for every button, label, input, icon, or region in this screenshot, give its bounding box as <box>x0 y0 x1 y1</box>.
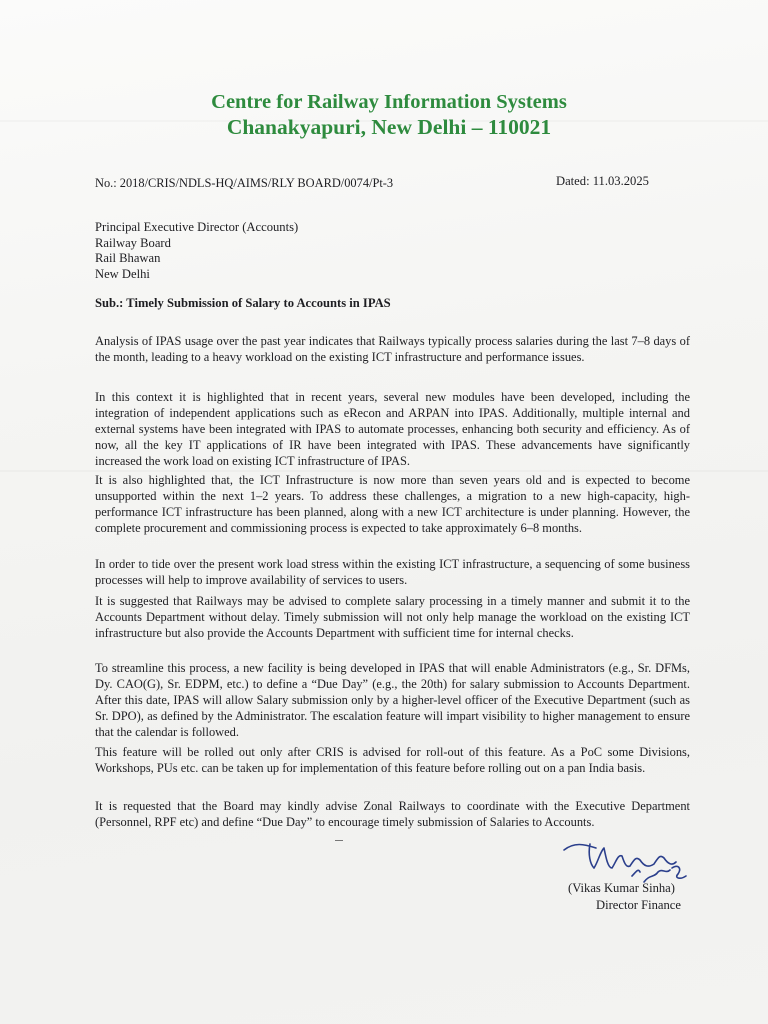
body-paragraph-6: To streamline this process, a new facility is being developed in IPAS that will enable Administrators (e.g., Sr. DFMs, Dy. CAO(G), Sr. EDPM, etc.) to define a “Due Day” (e.g., the 20th) for salary submission to Accounts Department. After this date, IPAS will allow Salary submission only by a higher-level officer of the Executive Department (such as Sr. DPO), as defined by the Administrator. The escalation feature will impart visibility to higher management to ensure that the calendar is followed. <box>95 661 690 739</box>
recipient-address <box>95 220 298 283</box>
recipient-line: New Delhi <box>95 267 150 282</box>
letter-date: Dated: 11.03.2025 <box>556 174 649 188</box>
reference-number: No.: 2018/CRIS/NDLS-HQ/AIMS/RLY BOARD/0074/Pt-3 <box>95 176 394 190</box>
subject-line: Sub.: Timely Submission of Salary to Accounts in IPAS <box>95 296 391 310</box>
body-paragraph-7: This feature will be rolled out only after CRIS is advised for roll-out of this feature. As a PoC some Divisions, Workshops, PUs etc. can be taken up for implementation of this feature before rolling out on a pan India basis. <box>95 745 690 775</box>
signatory-designation: Director Finance <box>596 898 681 912</box>
recipient-line: Rail Bhawan <box>95 251 161 266</box>
body-paragraph-4: In order to tide over the present work load stress within the existing ICT infrastructure, a sequencing of some business processes will help to improve availability of services to users. <box>95 557 690 587</box>
body-paragraph-3: It is also highlighted that, the ICT Infrastructure is now more than seven years old and is expected to become unsupported within the next 1–2 years. To address these challenges, a migration to a new high-capacity, high-performance ICT infrastructure has been planned, along with a new ICT architecture is under planning. However, the complete procurement and commissioning process is expected to take approximately 6–8 months. <box>95 473 690 535</box>
letterhead-org: Centre for Railway Information Systems <box>211 91 567 113</box>
signatory-name: (Vikas Kumar Sinha) <box>568 881 675 895</box>
letterhead-address: Chanakyapuri, New Delhi – 110021 <box>226 115 552 139</box>
stray-mark <box>335 840 343 841</box>
body-paragraph-2: In this context it is highlighted that in recent years, several new modules have been developed, including the integration of independent applications such as eRecon and ARPAN into IPAS. Additionally, multiple internal and external systems have been integrated with IPAS to automate processes, enhancing both security and efficiency. As of now, all the key IT applications of IR have been integrated with IPAS. These advancements have significantly increased the work load on existing ICT infrastructure of IPAS. <box>95 390 690 468</box>
body-paragraph-8: It is requested that the Board may kindly advise Zonal Railways to coordinate with the Executive Department (Personnel, RPF etc) and define “Due Day” to encourage timely submission of Salaries to Accounts. <box>95 799 690 829</box>
body-paragraph-1: Analysis of IPAS usage over the past year indicates that Railways typically process salaries during the last 7–8 days of the month, leading to a heavy workload on the existing ICT infrastructure and performance issues. <box>95 334 690 364</box>
recipient-line: Principal Executive Director (Accounts) <box>95 220 299 234</box>
body-paragraph-5: It is suggested that Railways may be advised to complete salary processing in a timely manner and submit it to the Accounts Department without delay. Timely submission will not only help manage the workload on the existing ICT infrastructure but also provide the Accounts Department with sufficient time for internal checks. <box>95 594 690 640</box>
recipient-line: Railway Board <box>95 235 171 250</box>
